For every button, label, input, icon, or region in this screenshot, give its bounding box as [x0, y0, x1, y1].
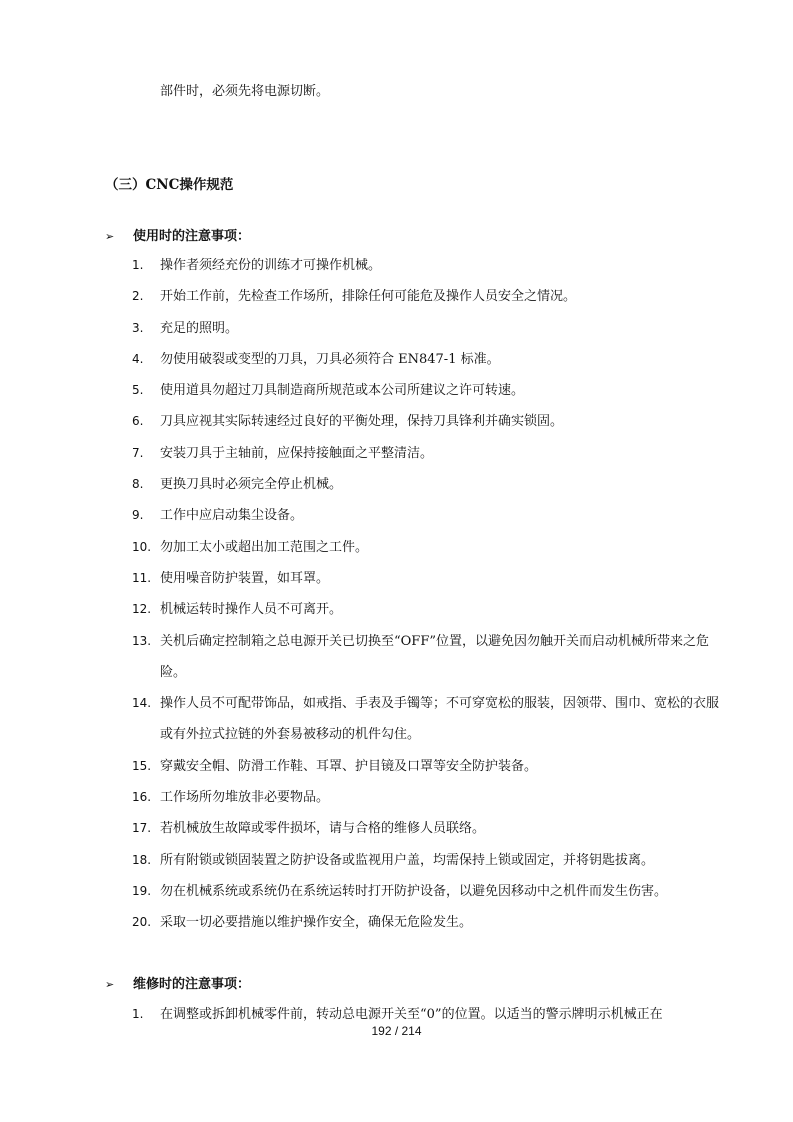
item-text: 刀具应视其实际转速经过良好的平衡处理，保持刀具锋利并确实锁固。: [160, 414, 564, 430]
item-number: 13.: [132, 633, 152, 648]
list-item: [132, 469, 727, 500]
item-text: 所有附锁或锁固装置之防护设备或监视用户盖，均需保持上锁或固定，并将钥匙拔离。: [160, 852, 655, 868]
item-number: 9.: [132, 508, 144, 523]
item-number: 14.: [132, 696, 152, 711]
item-number: 7.: [132, 445, 144, 460]
item-number: 16.: [132, 790, 152, 805]
item-text: 操作人员不可配带饰品，如戒指、手表及手镯等；不可穿宽松的服装，因领带、围巾、宽松的衣服或有外拉式拉链的外套易被移动的机件勾住。: [160, 696, 720, 743]
item-number: 4.: [132, 351, 144, 366]
item-text: 勿加工太小或超出加工范围之工件。: [160, 539, 369, 555]
item-text: 机械运转时操作人员不可离开。: [160, 602, 343, 618]
item-number: 17.: [132, 821, 152, 836]
item-text: 关机后确定控制箱之总电源开关已切换至“OFF”位置，以避免因勿触开关而启动机械所带来之危险。: [160, 633, 709, 680]
item-number: 20.: [132, 915, 152, 930]
item-text: 在调整或拆卸机械零件前，转动总电源开关至“0”的位置。以适当的警示牌明示机械正在: [160, 1007, 663, 1022]
item-number: 15.: [132, 758, 152, 773]
list-item: [132, 688, 727, 751]
maintenance-subheading: [105, 975, 250, 995]
item-number: 2.: [132, 289, 144, 304]
item-number: 12.: [132, 602, 152, 617]
usage-list: [132, 250, 727, 939]
list-item: [132, 876, 727, 907]
item-text: 充足的照明。: [160, 320, 239, 336]
item-text: 工作场所勿堆放非必要物品。: [160, 790, 330, 806]
item-text: 安装刀具于主轴前，应保持接触面之平整清洁。: [160, 445, 434, 461]
item-number: 19.: [132, 883, 152, 898]
list-item: [132, 313, 727, 344]
list-item: [132, 438, 727, 469]
item-number: 1.: [132, 1007, 144, 1021]
usage-subheading: [105, 227, 250, 247]
item-text: 勿在机械系统或系统仍在系统运转时打开防护设备，以避免因移动中之机件而发生伤害。: [160, 883, 668, 899]
list-item: [132, 250, 727, 281]
list-item: [132, 281, 727, 312]
item-number: 8.: [132, 477, 144, 492]
page-number: 192 / 214: [371, 1024, 422, 1038]
section-heading: （三）CNC操作规范: [105, 177, 234, 193]
item-text: 工作中应启动集尘设备。: [160, 508, 304, 524]
list-item: [132, 626, 727, 689]
item-number: 10.: [132, 539, 152, 554]
item-text: 使用噪音防护装置，如耳罩。: [160, 570, 330, 586]
list-item: [132, 563, 727, 594]
item-text: 穿戴安全帽、防滑工作鞋、耳罩、护目镜及口罩等安全防护装备。: [160, 758, 538, 774]
list-item: [132, 344, 727, 375]
item-text: 采取一切必要措施以维护操作安全，确保无危险发生。: [160, 915, 473, 931]
continuation-text: 部件时，必须先将电源切断。: [160, 84, 330, 99]
list-item: [132, 406, 727, 437]
item-text: 若机械放生故障或零件损坏，请与合格的维修人员联络。: [160, 821, 486, 837]
list-item: [132, 907, 727, 938]
usage-title: 使用时的注意事项：: [133, 229, 251, 244]
list-item: [132, 500, 727, 531]
list-item: [132, 751, 727, 782]
item-number: 1.: [132, 258, 144, 272]
item-number: 3.: [132, 320, 144, 335]
list-item: [132, 813, 727, 844]
arrow-bullet-icon: ➢: [105, 230, 115, 243]
item-text: 勿使用破裂或变型的刀具，刀具必须符合 EN847-1 标准。: [160, 351, 500, 367]
item-text: 开始工作前，先检查工作场所，排除任何可能危及操作人员安全之情况。: [160, 289, 577, 305]
item-number: 18.: [132, 852, 152, 867]
item-text: 更换刀具时必须完全停止机械。: [160, 477, 343, 493]
item-text: 使用道具勿超过刀具制造商所规范或本公司所建议之许可转速。: [160, 383, 525, 399]
maintenance-title: 维修时的注意事项：: [133, 977, 251, 992]
list-item: [132, 782, 727, 813]
list-item: [132, 532, 727, 563]
list-item: [132, 375, 727, 406]
item-number: 5.: [132, 383, 144, 398]
list-item: [132, 845, 727, 876]
item-number: 11.: [132, 570, 152, 585]
list-item: [132, 594, 727, 625]
item-number: 6.: [132, 414, 144, 429]
item-text: 操作者须经充份的训练才可操作机械。: [160, 258, 382, 273]
arrow-bullet-icon: ➢: [105, 978, 115, 991]
